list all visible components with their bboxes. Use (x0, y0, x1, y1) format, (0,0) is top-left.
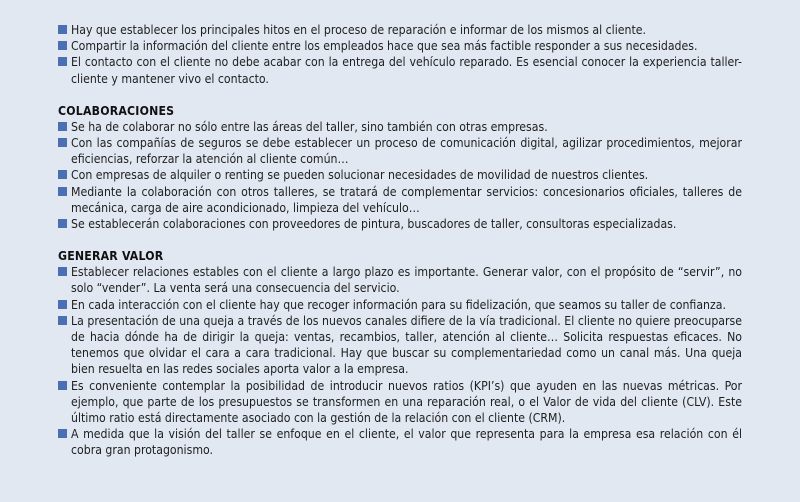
intro-list (58, 22, 742, 87)
list-item-text: Con empresas de alquiler o renting se pueden solucionar necesidades de movilidad de nuestros clientes. (71, 168, 649, 183)
colaboraciones-section (58, 103, 742, 232)
list-item (58, 264, 742, 296)
generar-valor-section (58, 248, 742, 458)
colaboraciones-list (58, 119, 742, 232)
square-bullet-icon (58, 381, 67, 390)
square-bullet-icon (58, 25, 67, 34)
square-bullet-icon (58, 41, 67, 50)
square-bullet-icon (58, 219, 67, 228)
list-item (58, 38, 742, 54)
square-bullet-icon (58, 187, 67, 196)
square-bullet-icon (58, 300, 67, 309)
list-item (58, 313, 742, 378)
list-item-text: Se establecerán colaboraciones con proveedores de pintura, buscadores de taller, consultoras especializadas. (71, 217, 677, 232)
square-bullet-icon (58, 170, 67, 179)
square-bullet-icon (58, 267, 67, 276)
square-bullet-icon (58, 316, 67, 325)
list-item-text: La presentación de una queja a través de los nuevos canales difiere de la vía tradicional. El cliente no quiere preocuparse de hacia dónde ha de dirigir la queja: ventas, recambios, taller, atención al cliente… Solicita respuestas eficaces. No tenemos que olvidar el cara a cara tradicional. Hay que buscar su complementariedad como un canal más. Una queja bien resuelta en las redes sociales aporta valor a la empresa. (71, 313, 742, 377)
list-item-text: El contacto con el cliente no debe acabar con la entrega del vehículo reparado. Es esencial conocer la experiencia taller-cliente y mantener vivo el contacto. (71, 55, 742, 86)
list-item (58, 22, 742, 38)
list-item-text: Hay que establecer los principales hitos en el proceso de reparación e informar de los mismos al cliente. (71, 23, 646, 37)
list-item (58, 297, 742, 313)
list-item (58, 119, 742, 135)
list-item (58, 167, 742, 183)
square-bullet-icon (58, 122, 67, 131)
list-item-text: A medida que la visión del taller se enfoque en el cliente, el valor que representa para la empresa esa relación con él cobra gran protagonismo. (71, 427, 742, 458)
document-body (58, 22, 742, 459)
section-heading: COLABORACIONES (58, 103, 175, 118)
list-item-text: En cada interacción con el cliente hay que recoger información para su fidelización, que seamos su taller de confianza. (71, 297, 726, 312)
list-item (58, 54, 742, 86)
list-item (58, 184, 742, 216)
section-heading: GENERAR VALOR (58, 249, 164, 264)
square-bullet-icon (58, 429, 67, 438)
list-item (58, 426, 742, 458)
list-item (58, 378, 742, 427)
square-bullet-icon (58, 138, 67, 147)
list-item (58, 216, 742, 232)
list-item-text: Es conveniente contemplar la posibilidad de introducir nuevos ratios (KPI’s) que ayuden en las nuevas métricas. Por ejemplo, que parte de los presupuestos se transformen en una reparación real, o el Valor de vida del cliente (CLV). Este último ratio está directamente asociado con la gestión de la relación con el cliente (CRM). (71, 378, 742, 426)
list-item-text: Se ha de colaborar no sólo entre las áreas del taller, sino también con otras empresas. (71, 119, 548, 134)
list-item (58, 135, 742, 167)
list-item-text: Compartir la información del cliente entre los empleados hace que sea más factible responder a sus necesidades. (71, 39, 698, 54)
generar-valor-list (58, 264, 742, 458)
list-item-text: Con las compañías de seguros se debe establecer un proceso de comunicación digital, agilizar procedimientos, mejorar eficiencias, reforzar la atención al cliente común… (71, 136, 742, 167)
square-bullet-icon (58, 57, 67, 66)
list-item-text: Establecer relaciones estables con el cliente a largo plazo es importante. Generar valor, con el propósito de “servir”, no solo “vender”. La venta será una consecuencia del servicio. (71, 265, 742, 296)
list-item-text: Mediante la colaboración con otros talleres, se tratará de complementar servicios: concesionarios oficiales, talleres de mecánica, carga de aire acondicionado, limpieza del vehículo… (71, 184, 742, 215)
